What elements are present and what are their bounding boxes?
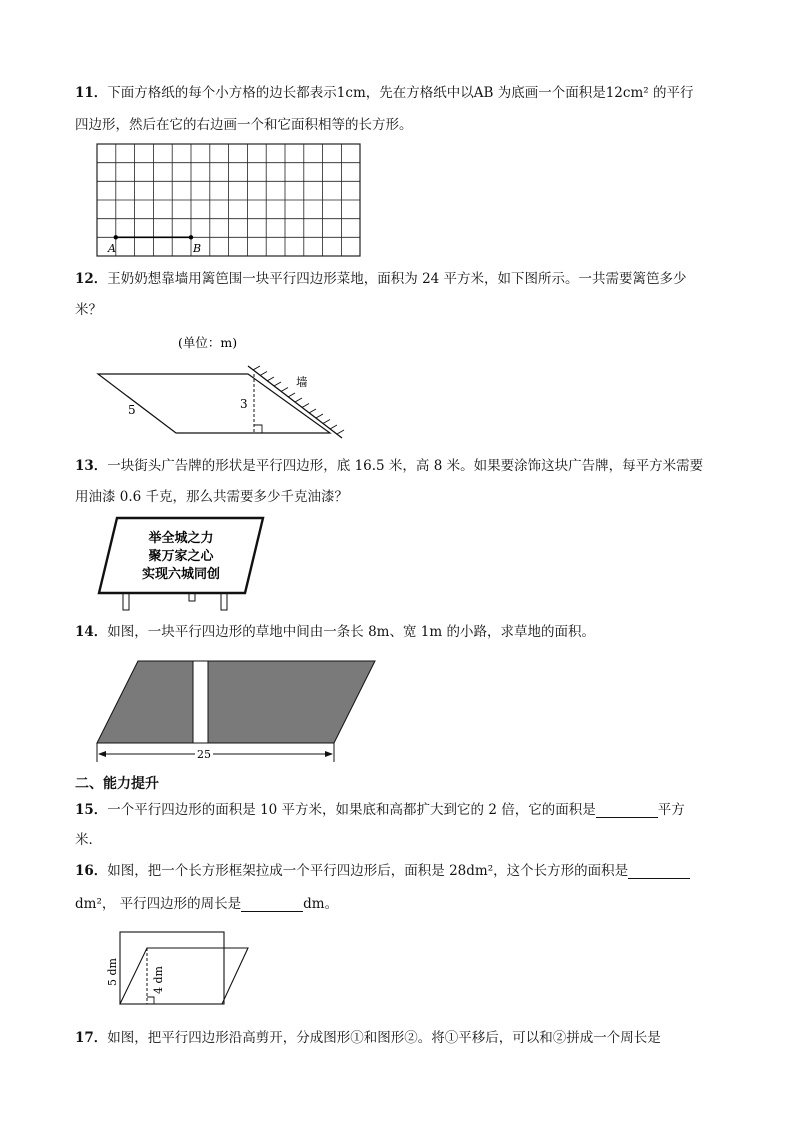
q15-line1 [75, 802, 685, 818]
q14-number: 14． [75, 624, 108, 640]
q12-text-1: 王奶奶想靠墙用篱笆围一块平行四边形菜地，面积为 24 平方米，如下图所示。一共需要篱笆多少 [107, 271, 687, 287]
q11-line2: 四边形，然后在它的右边画一个和它面积相等的长方形。 [75, 117, 413, 133]
height-label: 3 [240, 397, 248, 411]
q11-text-1: 下面方格纸的每个小方格的边长都表示1cm，先在方格纸中以AB 为底画一个面积是12cm² 的平行 [107, 85, 694, 101]
q17-line1 [75, 1030, 661, 1046]
q13-text-1: 一块街头广告牌的形状是平行四边形，底 16.5 米，高 8 米。如果要涂饰这块广告牌，每平方米需要 [107, 458, 704, 474]
q13-number: 13． [75, 458, 108, 474]
q15-number: 15． [75, 802, 108, 818]
q11-number: 11． [75, 85, 108, 101]
sign-line-2: 聚万家之心 [148, 549, 214, 564]
right-angle-mark [254, 425, 262, 433]
q11-line1 [75, 85, 693, 101]
right-angle-mark [147, 997, 154, 1004]
q15-text-1-end: 平方 [657, 802, 685, 818]
q16-answer-blank-2[interactable] [241, 897, 303, 912]
q16-figure [104, 928, 264, 1018]
side-label: 5 [128, 403, 136, 417]
q16-text-2b: dm。 [303, 896, 339, 912]
point-a [114, 235, 118, 239]
label-b: B [193, 242, 202, 255]
q16-line2 [75, 896, 338, 912]
q14-grass-figure [92, 658, 382, 768]
sign-line-3: 实现六城同创 [141, 567, 221, 582]
q16-number: 16． [75, 863, 108, 879]
point-b [189, 235, 193, 239]
sign-line-1: 举全城之力 [148, 531, 214, 546]
q16-answer-blank-1[interactable] [628, 864, 690, 879]
q14-line1 [75, 624, 595, 640]
rectangle-frame [120, 932, 224, 1004]
arrow-right [325, 751, 333, 757]
q16-text-2a: dm²， 平行四边形的周长是 [75, 896, 242, 912]
q17-text-1: 如图，把平行四边形沿高剪开，分成图形①和图形②。将①平移后，可以和②拼成一个周长是 [107, 1030, 661, 1046]
unit-label: (单位：m) [178, 335, 238, 350]
base-label: 25 [197, 748, 211, 761]
q15-answer-blank[interactable] [596, 803, 658, 818]
section-2-title: 二、能力提升 [75, 776, 159, 792]
q16-text-1: 如图，把一个长方形框架拉成一个平行四边形后，面积是 28dm²，这个长方形的面积是 [107, 863, 629, 879]
q12-line2: 米？ [75, 302, 102, 318]
grass-parallelogram [97, 661, 375, 743]
q15-text-1: 一个平行四边形的面积是 10 平方米，如果底和高都扩大到它的 2 倍，它的面积是 [107, 802, 596, 818]
label-4dm: 4 dm [152, 966, 165, 994]
path-strip [193, 661, 208, 743]
wall-label: 墙 [296, 375, 308, 389]
q12-line1 [75, 271, 687, 287]
q12-number: 12． [75, 271, 108, 287]
arrow-left [98, 751, 106, 757]
q13-sign-figure [97, 515, 267, 615]
q17-number: 17． [75, 1030, 108, 1046]
q14-text-1: 如图，一块平行四边形的草地中间由一条长 8m、宽 1m 的小路，求草地的面积。 [107, 624, 595, 640]
q15-line2: 米． [75, 832, 102, 848]
q12-figure [90, 330, 380, 445]
parallelogram-frame [120, 948, 248, 1004]
q16-line1 [75, 863, 690, 879]
label-5dm: 5 dm [106, 958, 119, 986]
q11-grid-figure [96, 143, 366, 258]
label-a: A [108, 242, 116, 255]
q13-line1 [75, 458, 703, 474]
grid-lines [97, 144, 360, 256]
q13-line2: 用油漆 0.6 千克，那么共需要多少千克油漆？ [75, 489, 349, 505]
